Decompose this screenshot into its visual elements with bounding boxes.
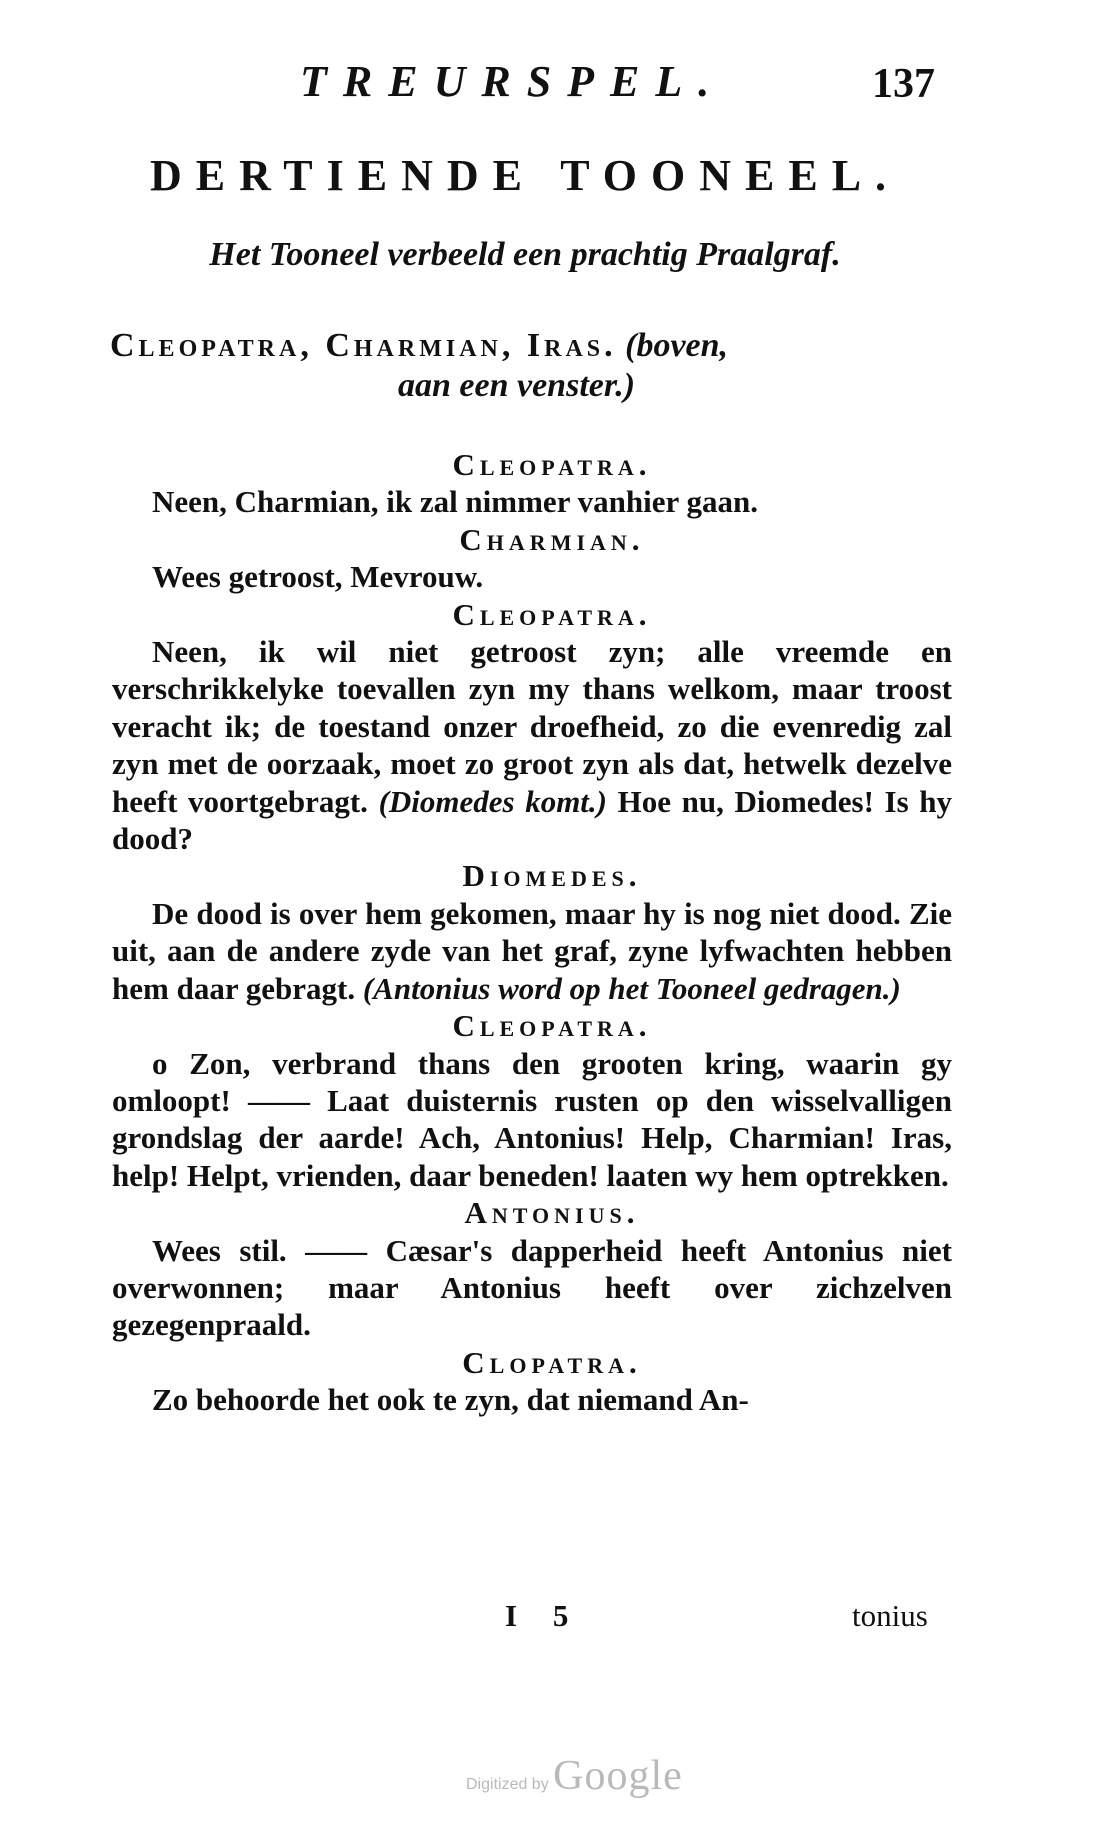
- page-number: 137: [872, 61, 935, 107]
- running-title: TREURSPEL.: [300, 57, 726, 106]
- speaker-name: Diomedes.: [462, 858, 642, 894]
- persons-direction-line2: aan een venster.): [398, 367, 636, 404]
- dialogue: [112, 446, 952, 1419]
- stage-direction: (Antonius word op het Tooneel gedragen.): [362, 970, 901, 1006]
- signature-mark: I 5: [505, 1598, 583, 1633]
- running-head: [0, 56, 1107, 106]
- speech-text: Zo behoorde het ook te zyn, dat niemand An-: [152, 1382, 749, 1418]
- scene-setting: Het Tooneel verbeeld een prachtig Praalgraf.: [209, 236, 841, 273]
- speech-text: [112, 895, 952, 1007]
- catchword: tonius: [852, 1598, 928, 1633]
- persons-direction-line1: (boven,: [625, 327, 729, 364]
- speech-text-before: Neen, ik wil niet getroost zyn; alle vreemde en verschrikkelyke toevallen zyn my thans welkom, maar troost veracht ik; de toestand onzer droefheid, zo die evenredig zal zyn met de oorzaak, moet zo groot zyn als dat, hetwelk dezelve heeft voortgebragt.: [112, 634, 952, 819]
- dramatis-personae: [110, 326, 950, 406]
- persons-names: Cleopatra, Charmian, Iras.: [110, 327, 617, 364]
- speaker-name: Cleopatra.: [452, 1008, 652, 1044]
- speech-text: Wees stil. —— Cæsar's dapperheid heeft Antonius niet overwonnen; maar Antonius heeft over zichzelven gezegenpraald.: [112, 1232, 952, 1343]
- speaker-name: Cleopatra.: [452, 447, 652, 482]
- speaker-name: Clopatra.: [462, 1344, 642, 1380]
- speech-text-main: De dood is over hem gekomen, maar hy is nog niet dood. Zie uit, aan de andere zyde van het graf, zyne lyfwachten hebben hem daar gebragt.: [112, 895, 952, 1006]
- speaker-name: Charmian.: [459, 521, 645, 557]
- speaker-name: Cleopatra.: [452, 596, 652, 632]
- speech-text: o Zon, verbrand thans den grooten kring, waarin gy omloopt! —— Laat duisternis rusten op den wisselvalligen grondslag der aarde! Ach, Antonius! Help, Charmian! Iras, help! Helpt, vrienden, daar beneden! laaten wy hem optrekken.: [112, 1045, 952, 1193]
- speech-text: [112, 633, 952, 857]
- speech-text-after: Hoe nu, Diomedes! Is hy dood?: [112, 783, 953, 857]
- watermark-brand: Google: [553, 1753, 683, 1799]
- speech-text: Wees getroost, Mevrouw.: [152, 559, 484, 595]
- digitized-watermark: [466, 1752, 683, 1800]
- watermark-prefix: Digitized by: [466, 1776, 549, 1793]
- scene-title: DERTIENDE TOONEEL.: [149, 151, 901, 200]
- speaker-name: Antonius.: [464, 1195, 640, 1231]
- speech-text: Neen, Charmian, ik zal nimmer vanhier gaan.: [152, 484, 758, 520]
- stage-direction: (Diomedes komt.): [378, 783, 607, 819]
- page-footer: [0, 1598, 1107, 1638]
